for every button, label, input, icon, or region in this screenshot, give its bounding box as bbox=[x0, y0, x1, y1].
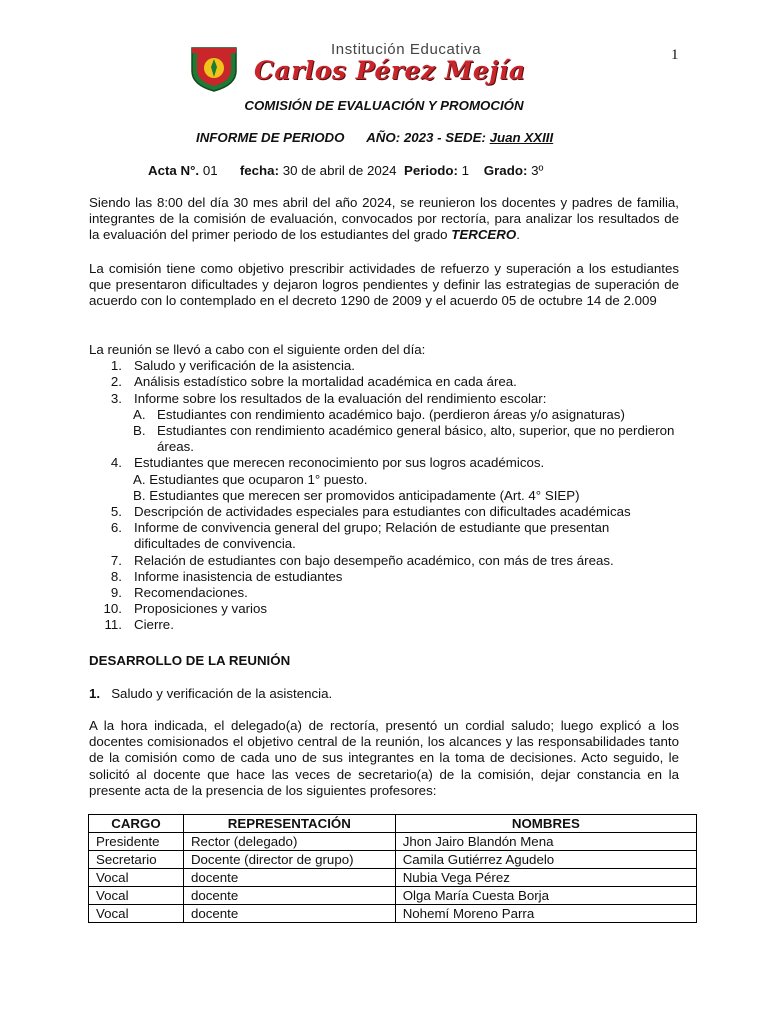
agenda bbox=[89, 342, 689, 634]
agenda-subitem-4a: A. Estudiantes que ocuparon 1° puesto. bbox=[133, 471, 368, 487]
table-row bbox=[89, 905, 697, 923]
cell-representacion: docente bbox=[183, 869, 395, 887]
cell-representacion: Docente (director de grupo) bbox=[183, 851, 395, 869]
acta-line: Acta N°. 01 fecha: 30 de abril de 2024 Periodo: 1 Grado: 3º bbox=[148, 163, 544, 178]
cell-nombre: Camila Gutiérrez Agudelo bbox=[395, 851, 696, 869]
agenda-item-11: 11. Cierre. bbox=[104, 617, 174, 633]
school-crest-icon bbox=[189, 45, 239, 93]
agenda-item-4: 4. Estudiantes que merecen reconocimiento por sus logros académicos. bbox=[110, 455, 545, 471]
acta-label: Acta N°. bbox=[148, 163, 200, 178]
agenda-item-7: 7. Relación de estudiantes con bajo desempeño académico, con más de tres áreas. bbox=[110, 552, 614, 568]
periodo-label: Periodo: bbox=[403, 163, 458, 178]
development-heading: DESARROLLO DE LA REUNIÓN bbox=[89, 653, 291, 668]
report-label: INFORME DE PERIODO bbox=[196, 130, 345, 145]
intro-text: Siendo las 8:00 del día 30 mes abril del año 2024, se reunieron los docentes y padres de familia, integrantes de la comisión de evaluación, convocados por rectoría, para analizar los resultados de la evaluación del primer periodo de los estudiantes del grado bbox=[89, 195, 679, 243]
step-number: 1. bbox=[89, 686, 101, 701]
cell-nombre: Nohemí Moreno Parra bbox=[395, 905, 696, 923]
cell-nombre: Olga María Cuesta Borja bbox=[395, 887, 696, 905]
development-paragraph: A la hora indicada, el delegado(a) de rectoría, presentó un cordial saludo; luego explicó a los docentes comisionados el objetivo central de la reunión, los alcances y las responsabilidades tanto de la comisión como de cada uno de sus integrantes en la toma de decisiones. Acto seguido, le solicitó al docente que hace las veces de secretario(a) de la comisión, dejar constancia en la presente acta de la presencia de los siguientes profesores: bbox=[89, 718, 679, 798]
table-row bbox=[89, 851, 697, 869]
agenda-item-2: 2. Análisis estadístico sobre la mortalidad académica en cada área. bbox=[110, 374, 517, 390]
table-row bbox=[89, 833, 697, 851]
agenda-intro: La reunión se llevó a cabo con el siguiente orden del día: bbox=[89, 342, 426, 357]
agenda-subitem-3b: B. Estudiantes con rendimiento académico general básico, alto, superior, que no perdieron áreas. bbox=[133, 423, 675, 455]
attendance-table bbox=[88, 814, 697, 923]
grado-label: Grado: bbox=[483, 163, 528, 178]
cell-nombre: Nubia Vega Pérez bbox=[395, 869, 696, 887]
table-row bbox=[89, 887, 697, 905]
agenda-item-1: 1. Saludo y verificación de la asistencia. bbox=[110, 358, 355, 374]
table-row bbox=[89, 869, 697, 887]
fecha-value: 30 de abril de 2024 bbox=[282, 163, 397, 178]
cell-cargo: Vocal bbox=[89, 887, 184, 905]
step-text: Saludo y verificación de la asistencia. bbox=[111, 686, 333, 701]
grado-value: 3º bbox=[531, 163, 544, 178]
institution-line: Institución Educativa bbox=[331, 41, 482, 58]
grade-emphasis: TERCERO bbox=[451, 227, 517, 243]
cell-representacion: docente bbox=[183, 905, 395, 923]
periodo-value: 1 bbox=[461, 163, 469, 178]
agenda-subitem-4b: B. Estudiantes que merecen ser promovidos anticipadamente (Art. 4° SIEP) bbox=[133, 487, 580, 503]
cell-cargo: Vocal bbox=[89, 869, 184, 887]
cell-nombre: Jhon Jairo Blandón Mena bbox=[395, 833, 696, 851]
agenda-item-5: 5. Descripción de actividades especiales para estudiantes con dificultades académicas bbox=[110, 504, 631, 520]
intro-paragraph: Siendo las 8:00 del día 30 mes abril del año 2024, se reunieron los docentes y padres de familia, integrantes de la comisión de evaluación, convocados por rectoría, para analizar los resultados de la evaluación del primer periodo de los estudiantes del grado TERCERO. bbox=[89, 195, 679, 243]
document-title: COMISIÓN DE EVALUACIÓN Y PROMOCIÓN bbox=[244, 98, 524, 113]
institution-name: Carlos Pérez Mejía bbox=[254, 56, 526, 85]
fecha-label: fecha bbox=[239, 163, 275, 178]
report-year: AÑO: 2023 - SEDE: bbox=[366, 130, 486, 145]
agenda-item-10: 10. Proposiciones y varios bbox=[103, 601, 268, 617]
cell-representacion: Rector (delegado) bbox=[183, 833, 395, 851]
agenda-item-9: 9. Recomendaciones. bbox=[110, 585, 248, 601]
page-number: 1 bbox=[671, 47, 679, 63]
agenda-item-6: 6. Informe de convivencia general del grupo; Relación de estudiante que presentan dificultades de convivencia. bbox=[110, 520, 610, 552]
acta-value: 01 bbox=[202, 163, 218, 178]
agenda-subitem-3a: A. Estudiantes con rendimiento académico bajo. (perdieron áreas y/o asignaturas) bbox=[133, 406, 625, 422]
objective-paragraph: La comisión tiene como objetivo prescribir actividades de refuerzo y superación a los estudiantes que presentaron dificultades y dejaron logros pendientes y definir las estrategias de superación de acuerdo con lo contemplado en el decreto 1290 de 2009 y el acuerdo 05 de octubre 14 de 2.009 bbox=[89, 261, 679, 309]
development-step-1 bbox=[89, 686, 332, 702]
report-sede: Juan XXIII bbox=[489, 130, 554, 145]
agenda-item-3: 3. Informe sobre los resultados de la evaluación del rendimiento escolar: bbox=[110, 390, 547, 406]
table-header-row bbox=[89, 815, 697, 833]
header-nombres: NOMBRES bbox=[395, 815, 696, 833]
report-line bbox=[196, 130, 553, 146]
cell-cargo: Secretario bbox=[89, 851, 184, 869]
cell-cargo: Vocal bbox=[89, 905, 184, 923]
agenda-item-8: 8. Informe inasistencia de estudiantes bbox=[110, 568, 343, 584]
cell-cargo: Presidente bbox=[89, 833, 184, 851]
cell-representacion: docente bbox=[183, 887, 395, 905]
header-representacion: REPRESENTACIÓN bbox=[183, 815, 395, 833]
header-cargo: CARGO bbox=[89, 815, 184, 833]
